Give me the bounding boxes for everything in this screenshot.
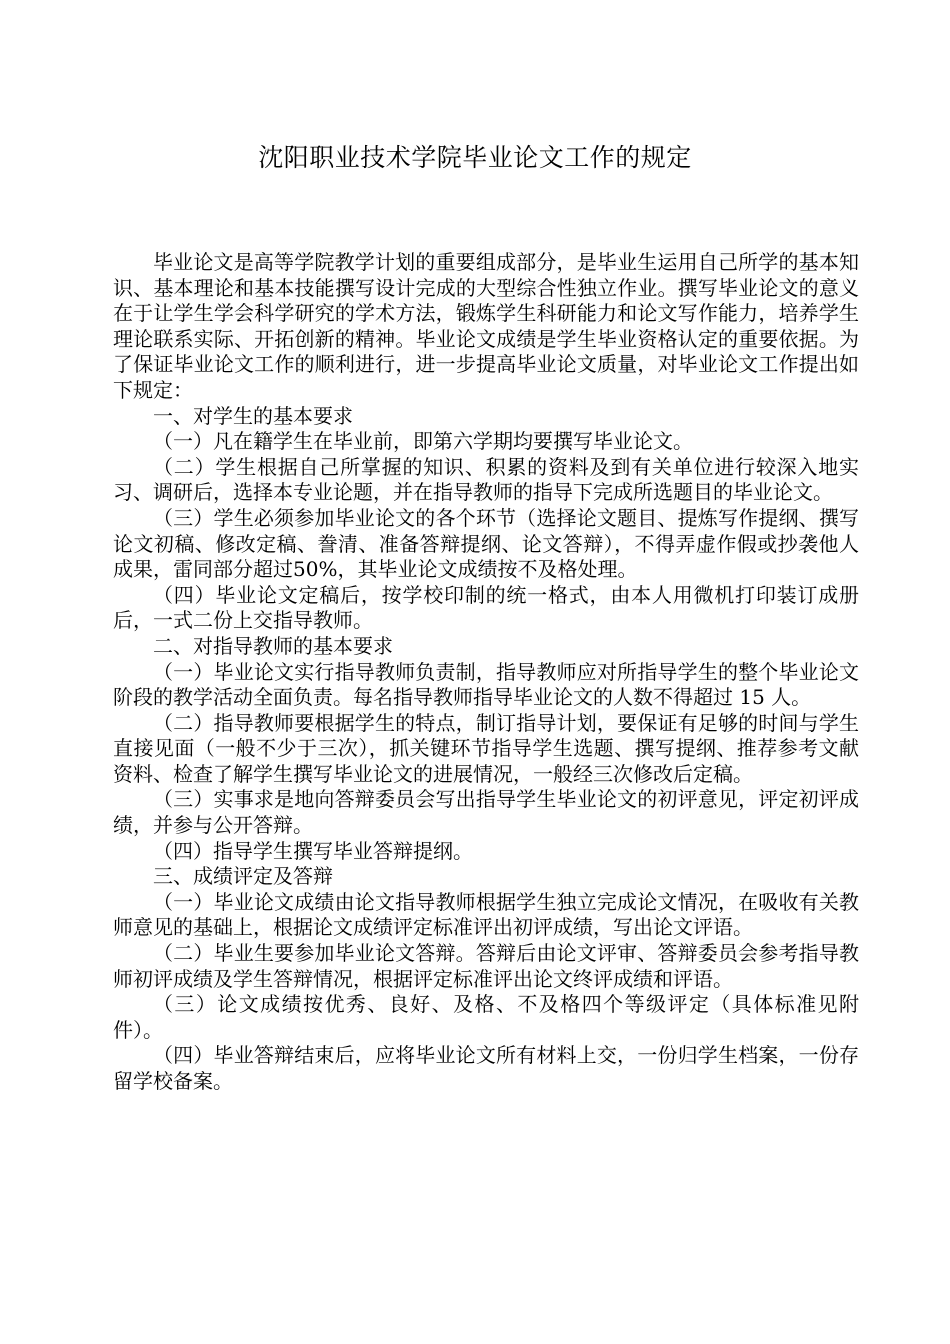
intro-paragraph: 毕业论文是高等学院教学计划的重要组成部分，是毕业生运用自己所学的基本知识、基本理论和基本技能撰写设计完成的大型综合性独立作业。撰写毕业论文的意义在于让学生学会科学研究的学术方法，锻炼学生科研能力和论文写作能力，培养学生理论联系实际、开拓创新的精神。毕业论文成绩是学生毕业资格认定的重要依据。为了保证毕业论文工作的顺利进行，进一步提高毕业论文质量，对毕业论文工作提出如下规定： (113, 250, 859, 402)
grading-rule-4: （四）毕业答辩结束后，应将毕业论文所有材料上交，一份归学生档案，一份存留学校备案。 (113, 1043, 859, 1093)
advisor-requirement-2: （二）指导教师要根据学生的特点，制订指导计划，要保证有足够的时间与学生直接见面（一般不少于三次），抓关键环节指导学生选题、撰写提纲、推荐参考文献资料、检查了解学生撰写毕业论文的进展情况，一般经三次修改后定稿。 (113, 710, 859, 786)
advisor-requirement-1: （一）毕业论文实行指导教师负责制，指导教师应对所指导学生的整个毕业论文阶段的教学活动全面负责。每名指导教师指导毕业论文的人数不得超过 15 人。 (113, 659, 859, 710)
grading-rule-2: （二）毕业生要参加毕业论文答辩。答辩后由论文评审、答辩委员会参考指导教师初评成绩及学生答辩情况，根据评定标准评出论文终评成绩和评语。 (113, 941, 859, 991)
advisor-requirement-3: （三）实事求是地向答辩委员会写出指导学生毕业论文的初评意见，评定初评成绩，并参与公开答辩。 (113, 787, 859, 838)
student-requirement-2: （二）学生根据自己所掌握的知识、积累的资料及到有关单位进行较深入地实习、调研后，选择本专业论题，并在指导教师的指导下完成所选题目的毕业论文。 (113, 454, 859, 505)
document-body (113, 250, 859, 1095)
student-requirement-1: （一）凡在籍学生在毕业前，即第六学期均要撰写毕业论文。 (153, 429, 693, 454)
student-requirement-4: （四）毕业论文定稿后，按学校印制的统一格式，由本人用微机打印装订成册后，一式二份上交指导教师。 (113, 582, 859, 633)
section-heading-grading-defense: 三、成绩评定及答辩 (153, 864, 333, 889)
section-heading-student-requirements: 一、对学生的基本要求 (153, 403, 353, 428)
document-title: 沈阳职业技术学院毕业论文工作的规定 (258, 143, 692, 172)
grading-rule-3: （三）论文成绩按优秀、良好、及格、不及格四个等级评定（具体标准见附件）。 (113, 992, 859, 1042)
grading-rule-1: （一）毕业论文成绩由论文指导教师根据学生独立完成论文情况，在吸收有关教师意见的基础上，根据论文成绩评定标准评出初评成绩，写出论文评语。 (113, 889, 859, 940)
section-heading-advisor-requirements: 二、对指导教师的基本要求 (153, 633, 393, 658)
student-requirement-3: （三）学生必须参加毕业论文的各个环节（选择论文题目、提炼写作提纲、撰写论文初稿、修改定稿、誊清、准备答辩提纲、论文答辩），不得弄虚作假或抄袭他人成果，雷同部分超过50%，其毕业论文成绩按不及格处理。 (113, 505, 859, 582)
advisor-requirement-4: （四）指导学生撰写毕业答辩提纲。 (153, 838, 473, 863)
